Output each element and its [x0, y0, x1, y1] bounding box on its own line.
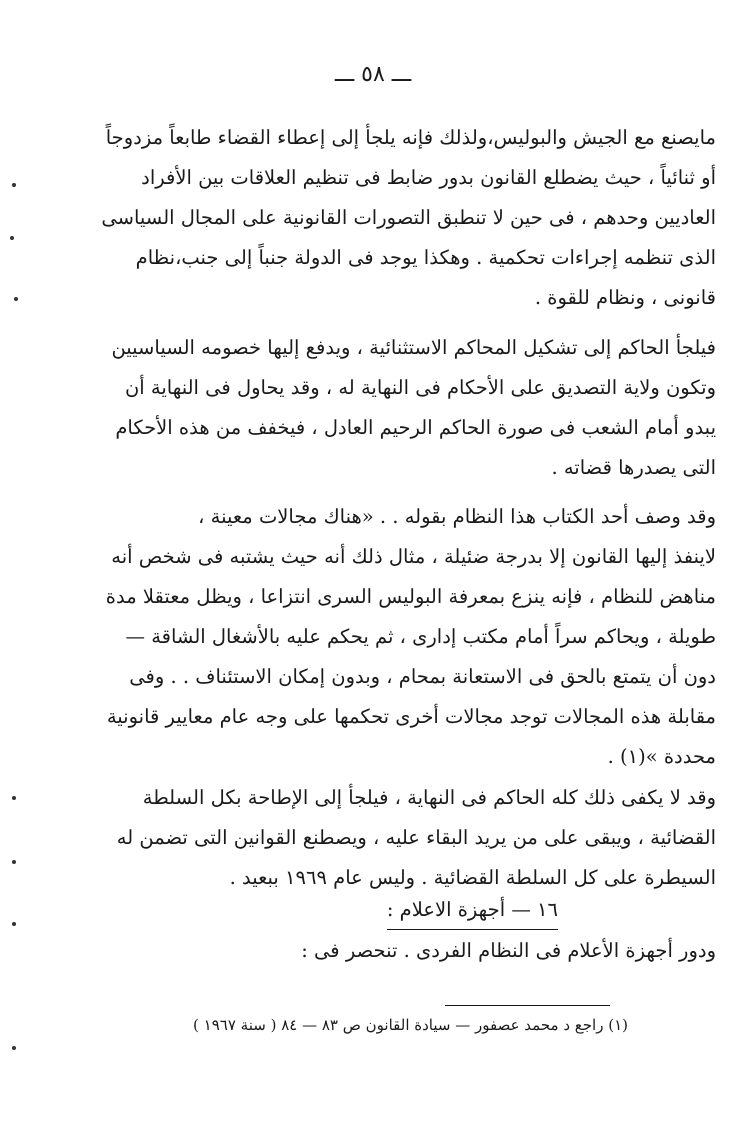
- paragraph-line: محددة »(١) .: [607, 745, 716, 768]
- paragraph-line: طويلة ، ويحاكم سراً أمام مكتب إدارى ، ثم يحكم عليه بالأشغال الشاقة —: [125, 625, 716, 648]
- paragraph-3: [81, 497, 716, 777]
- page-number: ـــ ٥٨ ـــ: [334, 62, 412, 87]
- paragraph-line: الذى تنظمه إجراءات تحكمية . وهكذا يوجد فى الدولة جنباً إلى جنب،نظام: [135, 246, 716, 269]
- margin-mark: [12, 796, 16, 800]
- paragraph-line: السيطرة على كل السلطة القضائية . وليس عام ١٩٦٩ ببعيد .: [229, 866, 716, 889]
- paragraph-line: التى يصدرها قضاته .: [551, 456, 716, 479]
- margin-mark: [12, 1046, 16, 1050]
- paragraph-line: وقد لا يكفى ذلك كله الحاكم فى النهاية ، فيلجأ إلى الإطاحة بكل السلطة: [142, 786, 716, 809]
- paragraph-line: وتكون ولاية التصديق على الأحكام فى النهاية له ، وقد يحاول فى النهاية أن: [124, 376, 716, 399]
- section-lead: [81, 932, 716, 970]
- footnote-divider: [445, 1005, 610, 1006]
- paragraph-line: وقد وصف أحد الكتاب هذا النظام بقوله . . «هناك مجالات معينة ،: [198, 505, 716, 528]
- section-lead-text: ودور أجهزة الأعلام فى النظام الفردى . تنحصر فى :: [301, 939, 716, 962]
- footnote: (١) راجع د محمد عصفور — سيادة القانون ص ٨٣ — ٨٤ ( سنة ١٩٦٧ ): [193, 1016, 628, 1034]
- margin-mark: [12, 860, 16, 864]
- paragraph-2: [81, 328, 716, 488]
- paragraph-line: دون أن يتمتع بالحق فى الاستعانة بمحام ، وبدون إمكان الاستئناف . . وفى: [129, 665, 716, 688]
- paragraph-4: [81, 778, 716, 898]
- margin-mark: [12, 922, 16, 926]
- margin-mark: [10, 236, 14, 240]
- margin-mark: [14, 297, 18, 301]
- section-heading: [387, 893, 716, 930]
- paragraph-line: يبدو أمام الشعب فى صورة الحاكم الرحيم العادل ، فيخفف من هذه الأحكام: [115, 416, 716, 439]
- paragraph-line: لاينفذ إليها القانون إلا بدرجة ضئيلة ، مثال ذلك أنه حيث يشتبه فى شخص أنه: [111, 545, 716, 568]
- section-heading-text: ١٦ — أجهزة الاعلام :: [387, 893, 558, 930]
- paragraph-line: أو ثنائياً ، حيث يضطلع القانون بدور ضابط فى تنظيم العلاقات بين الأفراد: [141, 166, 716, 189]
- paragraph-1: [81, 118, 716, 318]
- paragraph-line: مقابلة هذه المجالات توجد مجالات أخرى تحكمها على وجه عام معايير قانونية: [106, 705, 716, 728]
- paragraph-line: القضائية ، ويبقى على من يريد البقاء عليه ، ويصطنع القوانين التى تضمن له: [116, 826, 716, 849]
- paragraph-line: مناهض للنظام ، فإنه ينزع بمعرفة البوليس السرى انتزاعا ، ويظل معتقلا مدة: [105, 585, 716, 608]
- margin-mark: [12, 183, 16, 187]
- paragraph-line: العاديين وحدهم ، فى حين لا تنطبق التصورات القانونية على المجال السياسى: [101, 206, 716, 229]
- paragraph-line: مايصنع مع الجيش والبوليس،ولذلك فإنه يلجأ إلى إعطاء القضاء طابعاً مزدوجاً: [105, 126, 716, 149]
- paragraph-line: فيلجأ الحاكم إلى تشكيل المحاكم الاستثنائية ، ويدفع إليها خصومه السياسيين: [111, 336, 716, 359]
- paragraph-line: قانونى ، ونظام للقوة .: [534, 286, 716, 309]
